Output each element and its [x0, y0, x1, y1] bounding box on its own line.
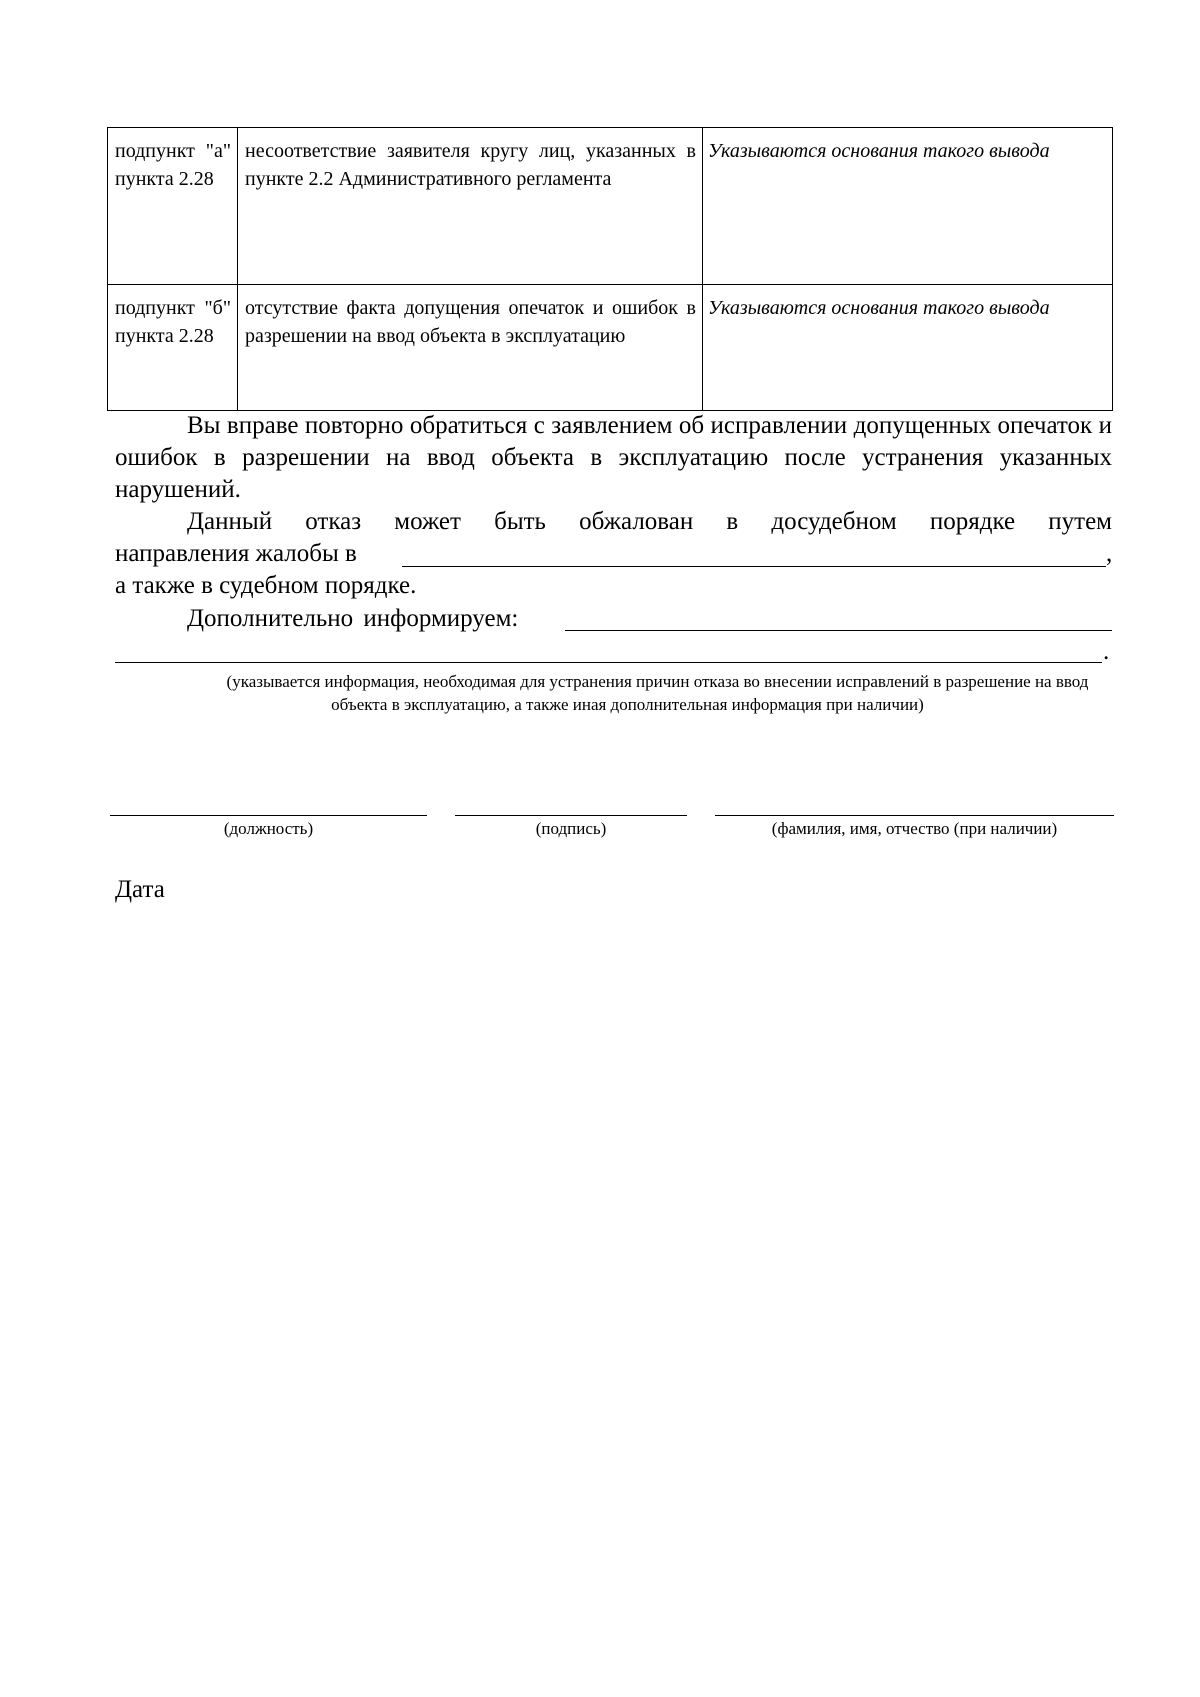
- additional-info-blank-1[interactable]: [565, 630, 1112, 631]
- clause-cell: подпункт "а" пункта 2.28: [108, 128, 238, 285]
- table-row: [108, 285, 1113, 411]
- explanation-cell: Указываются основания такого вывода: [703, 128, 1113, 285]
- appeal-comma: ,: [1106, 540, 1113, 567]
- explanation-cell: Указываются основания такого вывода: [703, 285, 1113, 411]
- date-label: Дата: [115, 876, 165, 903]
- reason-cell: отсутствие факта допущения опечаток и ошибок в разрешении на ввод объекта в эксплуатацию: [238, 285, 703, 411]
- appeal-paragraph-line3: а также в судебном порядке.: [115, 572, 417, 599]
- full-name-label: (фамилия, имя, отчество (при наличии): [771, 819, 1058, 838]
- signature-blank[interactable]: [455, 815, 687, 816]
- reason-cell: несоответствие заявителя кругу лиц, указанных в пункте 2.2 Административного регламента: [238, 128, 703, 285]
- resubmit-paragraph: Вы вправе повторно обратиться с заявлением об исправлении допущенных опечаток и ошибок в разрешении на ввод объекта в эксплуатацию после устранения указанных нарушений.: [115, 412, 1112, 503]
- signature-label: (подпись): [535, 819, 607, 838]
- appeal-paragraph-line1: Данный отказ может быть обжалован в досудебном порядке путем: [187, 508, 1112, 535]
- additional-info-blank-2[interactable]: [115, 662, 1102, 663]
- position-blank[interactable]: [110, 815, 427, 816]
- appeal-paragraph-line2: направления жалобы в: [115, 540, 357, 567]
- additional-info-hint: (указывается информация, необходимая для устранения причин отказа во внесении исправлений в разрешение на ввод объекта в эксплуатацию, а также иная дополнительная информация при наличии): [226, 672, 1089, 714]
- table-row: [108, 128, 1113, 285]
- full-name-blank[interactable]: [715, 815, 1114, 816]
- additional-info-end: .: [1103, 638, 1110, 665]
- reasons-table: [107, 127, 1113, 411]
- additional-info-label: Дополнительно информируем:: [187, 605, 519, 632]
- position-label: (должность): [223, 819, 314, 838]
- complaint-authority-blank[interactable]: [402, 566, 1106, 567]
- clause-cell: подпункт "б" пункта 2.28: [108, 285, 238, 411]
